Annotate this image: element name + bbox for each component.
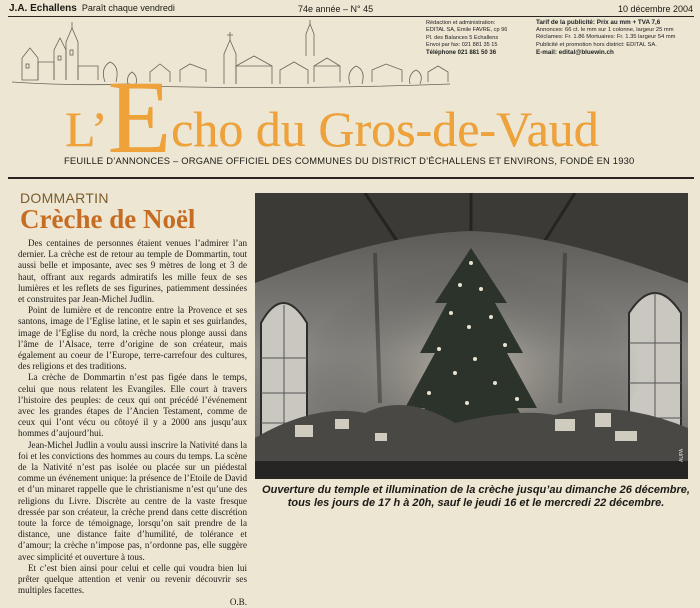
advertising-tariff — [536, 19, 696, 57]
article-body — [18, 238, 247, 607]
issue-date: 10 décembre 2004 — [618, 4, 694, 14]
tariff-line: Publicité et promotion hors district: EDITAL SA. — [536, 41, 657, 48]
editorial-line: Pl. des Balances 5 Echallens — [426, 34, 499, 41]
tariff-line: Annonces: 66 ct. le mm sur 1 colonne, largeur 25 mm — [536, 26, 674, 33]
article-paragraph: Des centaines de personnes étaient venues l’admirer l’an dernier. La crèche est de retour au temple de Dommartin, tout aussi belle et imposante, avec ses 9 mètres de long et 3 de haut, offrant aux regards admiratifs les mille feux de ses lumières et les reflets de ses figurines, patiemment dessinées et construites par Jean-Michel Judlin. — [18, 238, 247, 305]
editorial-line: Envoi par fax: 021 881 35 15 — [426, 42, 498, 49]
volume-number: 74e année – N° 45 — [298, 4, 374, 14]
masthead-divider — [8, 177, 694, 179]
publisher-name: J.A. Echallens — [9, 3, 77, 14]
article-paragraph: Et c’est bien ainsi pour celui et celle qui voudra bien lui prêter quelque attention et venir ou revenir découvrir ses multiples facettes. — [18, 562, 247, 596]
article-paragraph: Jean-Michel Judlin a voulu aussi inscrire la Nativité dans la foi et les convictions des hommes au cours du temps. La scène de la Nativité n’est pas isolée ou placée sur un piédestal comme un événement unique: la présence de l’Etoile de David et d’un minaret rappelle que le christianisme n’est qu’une des religions du Livre. Discrète au centre de la vaste fresque dressée par son créateur, la crèche prend dans cette discrétion toute la force de témoignage, lorsqu’on sait prendre de la distance, une distance faite d’humilité, de tolérance et d’amour; la crèche n’impose pas, n’ordonne pas, elle suggère avec simplicité et ouverture à tous. — [18, 439, 247, 562]
editorial-line: EDITAL SA, Emile FAVRE, cp 96 — [426, 27, 508, 34]
masthead-initial: E — [107, 60, 172, 175]
top-divider — [8, 16, 694, 17]
nativity-photo — [255, 193, 688, 479]
article-kicker: DOMMARTIN — [20, 190, 109, 206]
masthead-prefix: L’ — [65, 101, 108, 157]
editorial-phone: Téléphone 021 881 50 36 — [426, 49, 497, 56]
article-paragraph: La crèche de Dommartin n’est pas figée dans le temps, celui que nous relatent les Evangiles. Elle court à travers l’histoire des peuples: de ceux qui ont précédé l’événement avec les grandes étapes de l’Ancien Testament, comme de ceux qui l’ont vécu ou côtoyé il y a 2000 ans jusqu’aux hommes d’aujourd’hui. — [18, 372, 247, 439]
editorial-line: Rédaction et administration: — [426, 20, 496, 26]
article-headline: Crèche de Noël — [20, 204, 196, 234]
photo-caption: Ouverture du temple et illumination de la crèche jusqu’au dimanche 26 décembre, tous les jours de 17 h à 20h, sauf le jeudi 16 et le mercredi 22 décembre. — [262, 484, 690, 509]
publication-frequency: Paraît chaque vendredi — [81, 3, 175, 13]
article-signature: O.B. — [229, 596, 247, 607]
masthead-subtitle: FEUILLE D’ANNONCES – ORGANE OFFICIEL DES COMMUNES DU DISTRICT D’ÉCHALLENS ET ENVIRONS, FONDÉ EN 1930 — [64, 155, 635, 166]
masthead-title: cho du Gros-de-Vaud — [171, 101, 599, 157]
tariff-line: Réclames: Fr. 1.86 Mortuaires: Fr. 1.35 largeur 54 mm — [536, 34, 676, 41]
article-paragraph: Point de lumière et de rencontre entre la Provence et ses santons, image de l’Eglise latine, et le sapin et ses guirlandes, image de l’Eglise du nord, la crèche nous plonge aussi dans l’âme de l’Alsace, terre d’origine de son créateur, mais également au coeur de l’Europe, terre-carrefour des cultures, des religions et des traditions. — [18, 305, 247, 372]
photo-credit: AUPA — [679, 448, 685, 462]
contact-email: E-mail: edital@bluewin.ch — [536, 49, 614, 57]
publisher-line — [9, 3, 175, 14]
tariff-title: Tarif de la publicité: Prix au mm + TVA 7,6 — [536, 19, 661, 26]
